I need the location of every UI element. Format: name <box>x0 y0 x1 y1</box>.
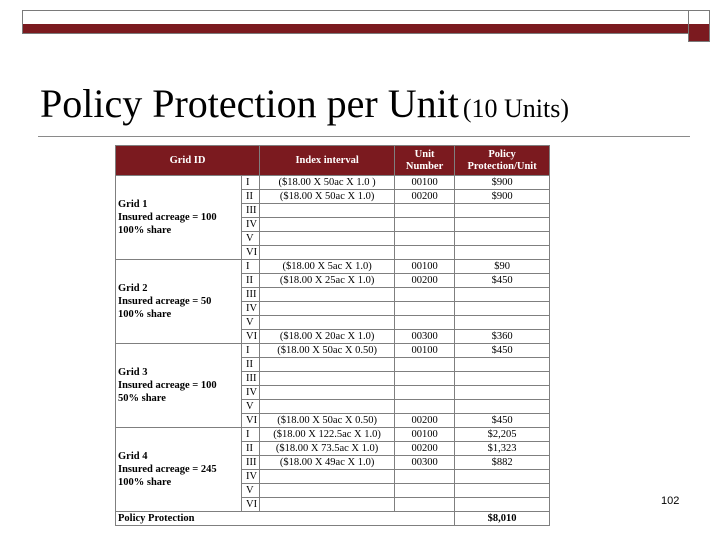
header-policy-protection: Policy Protection/Unit <box>455 146 550 176</box>
index-interval-cell <box>260 316 395 330</box>
grid-label <box>116 344 242 428</box>
protection-cell: $882 <box>455 456 550 470</box>
unit-roman-numeral: VI <box>242 498 260 512</box>
unit-roman-numeral: II <box>242 358 260 372</box>
protection-cell <box>455 246 550 260</box>
protection-cell <box>455 232 550 246</box>
unit-number-cell <box>395 358 455 372</box>
unit-number-cell <box>395 484 455 498</box>
grid-label-line: 50% share <box>118 393 166 404</box>
protection-cell: $900 <box>455 176 550 190</box>
index-interval-cell: ($18.00 X 50ac X 0.50) <box>260 414 395 428</box>
index-interval-cell <box>260 358 395 372</box>
top-accent-band <box>23 24 688 33</box>
unit-roman-numeral: I <box>242 428 260 442</box>
index-interval-cell <box>260 232 395 246</box>
unit-number-cell <box>395 288 455 302</box>
unit-number-cell <box>395 372 455 386</box>
index-interval-cell <box>260 484 395 498</box>
index-interval-cell: ($18.00 X 5ac X 1.0) <box>260 260 395 274</box>
protection-cell <box>455 470 550 484</box>
unit-number-cell: 00100 <box>395 428 455 442</box>
index-interval-cell <box>260 288 395 302</box>
unit-roman-numeral: IV <box>242 302 260 316</box>
unit-roman-numeral: III <box>242 288 260 302</box>
index-interval-cell: ($18.00 X 50ac X 1.0 ) <box>260 176 395 190</box>
unit-number-cell <box>395 204 455 218</box>
index-interval-cell: ($18.00 X 25ac X 1.0) <box>260 274 395 288</box>
table-row <box>116 428 550 442</box>
index-interval-cell <box>260 204 395 218</box>
footer-total: $8,010 <box>455 512 550 526</box>
index-interval-cell: ($18.00 X 73.5ac X 1.0) <box>260 442 395 456</box>
unit-number-cell <box>395 218 455 232</box>
protection-cell: $450 <box>455 344 550 358</box>
unit-roman-numeral: I <box>242 176 260 190</box>
footer-label: Policy Protection <box>116 512 455 526</box>
protection-cell <box>455 400 550 414</box>
unit-number-cell: 00300 <box>395 456 455 470</box>
grid-label <box>116 176 242 260</box>
index-interval-cell <box>260 400 395 414</box>
index-interval-cell: ($18.00 X 49ac X 1.0) <box>260 456 395 470</box>
table-body <box>116 176 550 512</box>
policy-protection-table <box>115 145 550 526</box>
grid-label <box>116 428 242 512</box>
grid-label-line: 100% share <box>118 477 172 488</box>
unit-number-cell <box>395 232 455 246</box>
unit-number-cell: 00100 <box>395 344 455 358</box>
header-unit-number: Unit Number <box>395 146 455 176</box>
unit-number-cell: 00200 <box>395 414 455 428</box>
grid-label <box>116 260 242 344</box>
protection-cell: $1,323 <box>455 442 550 456</box>
protection-cell <box>455 372 550 386</box>
table-footer-row <box>116 512 550 526</box>
unit-number-cell: 00200 <box>395 190 455 204</box>
protection-cell <box>455 498 550 512</box>
unit-roman-numeral: III <box>242 456 260 470</box>
table-row <box>116 344 550 358</box>
grid-label-line: Insured acreage = 245 <box>118 464 217 475</box>
unit-number-cell: 00200 <box>395 442 455 456</box>
grid-label-line: 100% share <box>118 225 172 236</box>
title-divider <box>38 136 690 137</box>
index-interval-cell: ($18.00 X 50ac X 0.50) <box>260 344 395 358</box>
grid-label-line: Grid 4 <box>118 451 148 462</box>
slide-title-main: Policy Protection per Unit <box>40 81 459 126</box>
unit-roman-numeral: VI <box>242 330 260 344</box>
unit-roman-numeral: II <box>242 190 260 204</box>
index-interval-cell <box>260 372 395 386</box>
grid-label-line: Grid 3 <box>118 367 148 378</box>
unit-roman-numeral: III <box>242 204 260 218</box>
table-row <box>116 176 550 190</box>
unit-roman-numeral: V <box>242 400 260 414</box>
index-interval-cell: ($18.00 X 122.5ac X 1.0) <box>260 428 395 442</box>
unit-roman-numeral: I <box>242 260 260 274</box>
protection-cell <box>455 302 550 316</box>
unit-roman-numeral: IV <box>242 218 260 232</box>
index-interval-cell <box>260 218 395 232</box>
index-interval-cell <box>260 498 395 512</box>
slide-title-sub: (10 Units) <box>462 94 569 123</box>
index-interval-cell: ($18.00 X 50ac X 1.0) <box>260 190 395 204</box>
unit-roman-numeral: VI <box>242 246 260 260</box>
grid-label-line: Grid 2 <box>118 283 148 294</box>
grid-label-line: 100% share <box>118 309 172 320</box>
unit-number-cell <box>395 400 455 414</box>
protection-cell <box>455 204 550 218</box>
grid-label-line: Insured acreage = 100 <box>118 380 217 391</box>
protection-cell: $2,205 <box>455 428 550 442</box>
index-interval-cell <box>260 302 395 316</box>
unit-roman-numeral: V <box>242 316 260 330</box>
unit-number-cell <box>395 316 455 330</box>
top-accent-bar <box>22 10 689 34</box>
unit-number-cell: 00100 <box>395 176 455 190</box>
protection-cell <box>455 386 550 400</box>
protection-cell: $450 <box>455 274 550 288</box>
unit-roman-numeral: I <box>242 344 260 358</box>
unit-number-cell <box>395 246 455 260</box>
header-grid-id: Grid ID <box>116 146 260 176</box>
grid-label-line: Insured acreage = 50 <box>118 296 212 307</box>
index-interval-cell <box>260 470 395 484</box>
table-row <box>116 260 550 274</box>
protection-cell <box>455 358 550 372</box>
unit-number-cell: 00100 <box>395 260 455 274</box>
unit-number-cell <box>395 498 455 512</box>
protection-cell: $450 <box>455 414 550 428</box>
unit-roman-numeral: II <box>242 442 260 456</box>
protection-cell <box>455 316 550 330</box>
unit-number-cell <box>395 470 455 484</box>
corner-accent-band <box>689 24 709 41</box>
unit-number-cell: 00200 <box>395 274 455 288</box>
unit-roman-numeral: IV <box>242 470 260 484</box>
index-interval-cell <box>260 386 395 400</box>
index-interval-cell <box>260 246 395 260</box>
unit-number-cell <box>395 386 455 400</box>
page-number: 102 <box>661 495 680 507</box>
unit-roman-numeral: V <box>242 232 260 246</box>
protection-cell: $360 <box>455 330 550 344</box>
grid-label-line: Grid 1 <box>118 199 148 210</box>
table-header-row <box>116 146 550 176</box>
unit-roman-numeral: III <box>242 372 260 386</box>
header-index-interval: Index interval <box>260 146 395 176</box>
index-interval-cell: ($18.00 X 20ac X 1.0) <box>260 330 395 344</box>
corner-accent-block <box>688 10 710 42</box>
protection-cell <box>455 484 550 498</box>
unit-roman-numeral: VI <box>242 414 260 428</box>
protection-cell: $90 <box>455 260 550 274</box>
protection-cell <box>455 288 550 302</box>
unit-number-cell: 00300 <box>395 330 455 344</box>
slide-title <box>40 80 569 127</box>
unit-roman-numeral: II <box>242 274 260 288</box>
grid-label-line: Insured acreage = 100 <box>118 212 217 223</box>
protection-cell: $900 <box>455 190 550 204</box>
unit-roman-numeral: V <box>242 484 260 498</box>
unit-number-cell <box>395 302 455 316</box>
unit-roman-numeral: IV <box>242 386 260 400</box>
protection-cell <box>455 218 550 232</box>
